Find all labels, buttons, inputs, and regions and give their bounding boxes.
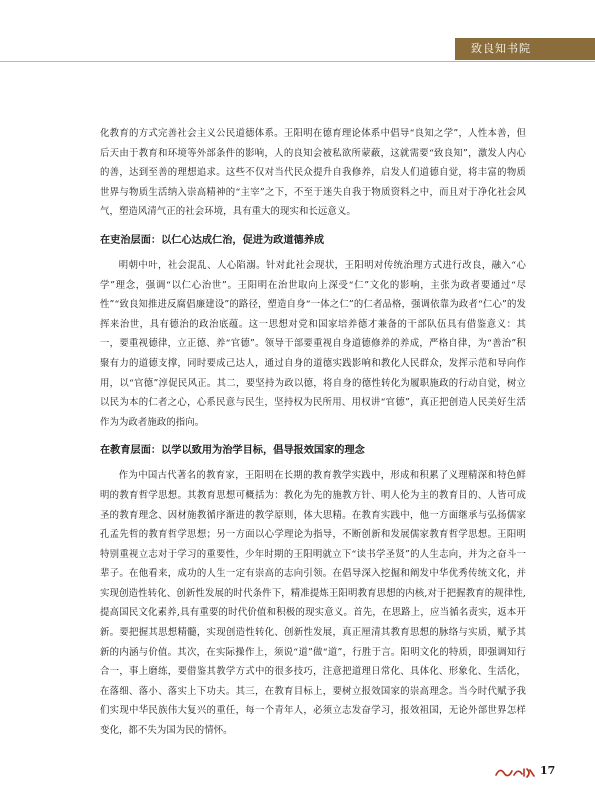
intro-paragraph: 化教育的方式完善社会主义公民道德体系。王阳明在德育理论体系中倡导“良知之学”，人性本善，但后天由于教育和环境等外部条件的影响，人的良知会被私欲所蒙蔽，这就需要“致良知”，激发人内心的善，达到至善的理想追求。这些不仅对当代民众提升自我修养，启发人们道德自觉，将丰富的物质世界与物质生活纳入崇高精神的“主宰”之下，不至于迷失自我于物质资料之中，而且对于净化社会风气，塑造风清气正的社会环境，具有重大的现实和长远意义。 bbox=[100, 128, 526, 218]
education-section-paragraph: 作为中国古代著名的教育家，王阳明在长期的教育教学实践中，形成和积累了义理精深和特色鲜明的教育哲学思想。其教育思想可概括为：教化为先的施教方针、明人伦为主的教育目的、人皆可成圣的教育理念、因材施教循序渐进的教学原则，体大思精。在教育实践中，他一方面继承与弘扬儒家孔孟先哲的教育哲学思想；另一方面以心学理论为指导，不断创新和发展儒家教育哲学思想。王阳明特别重视立志对于学习的重要性，少年时期的王阳明就立下“读书学圣贤”的人生志向，并为之奋斗一辈子。在他看来，成功的人生一定有崇高的志向引领。在倡导深入挖掘和阐发中华优秀传统文化，并实现创造性转化、创新性发展的时代条件下，精准提炼王阳明教育思想的内核,对于把握教育的规律性,提高国民文化素养,具有重要的时代价值和积极的现实意义。首先，在思路上，应当循名责实，返本开新。要把握其思想精髓，实现创造性转化、创新性发展，真正厘清其教育思想的脉络与实质，赋予其新的内涵与价值。其次，在实际操作上，须说“道”做“道”，行胜于言。阳明文化的特质，即强调知行合一，事上磨练，要借鉴其教学方式中的很多技巧，注意把道理日常化、具体化、形象化、生活化，在落细、落小、落实上下功夫。其三，在教育目标上，要树立报效国家的崇高理念。当今时代赋予我们实现中华民族伟大复兴的重任，每一个青年人，必须立志发奋学习，报效祖国，无论外部世界怎样变化，都不失为国为民的情怀。 bbox=[100, 470, 526, 737]
magazine-logo-icon bbox=[494, 765, 536, 779]
political-section-paragraph: 明朝中叶，社会混乱、人心陷溺。针对此社会现状，王阳明对传统治理方式进行改良，融入“心学”理念，强调“以仁心治世”。王阳明在治世取向上深受“仁”文化的影响，主张为政者要通过“尽性”“致良知推进反腐倡廉建设”的路径，塑造自身“一体之仁”的仁者品格，强调依靠为政者“仁心”的发挥来治世，具有德治的政治底蕴。这一思想对党和国家培养德才兼备的干部队伍具有借鉴意义：其一，要重视德律，立正德、养“官德”。领导干部要重视自身道德修养的养成，严格自律，为“善治”积聚有力的道德支撑，同时要成己达人，通过自身的道德实践影响和教化人民群众，发挥示范和导向作用，以“官德”淳促民风正。其二，要坚持为政以德，将自身的德性转化为履职施政的行动自觉，树立以民为本的仁者之心，心系民意与民生，坚持权为民所用、用权讲“官德”，真正把创造人民美好生活作为为政者施政的指向。 bbox=[100, 259, 526, 428]
magazine-logo bbox=[494, 765, 536, 782]
page-number: 17 bbox=[540, 764, 556, 777]
section-title-tab bbox=[455, 38, 595, 60]
education-section-heading: 在教育层面：以学以致用为治学目标，倡导报效国家的理念 bbox=[100, 445, 365, 457]
political-section-heading: 在吏治层面：以仁心达成仁治，促进为政道德养成 bbox=[100, 234, 325, 246]
article-body bbox=[100, 124, 526, 741]
section-title: 致良知书院 bbox=[471, 42, 531, 55]
header-divider bbox=[0, 61, 595, 62]
